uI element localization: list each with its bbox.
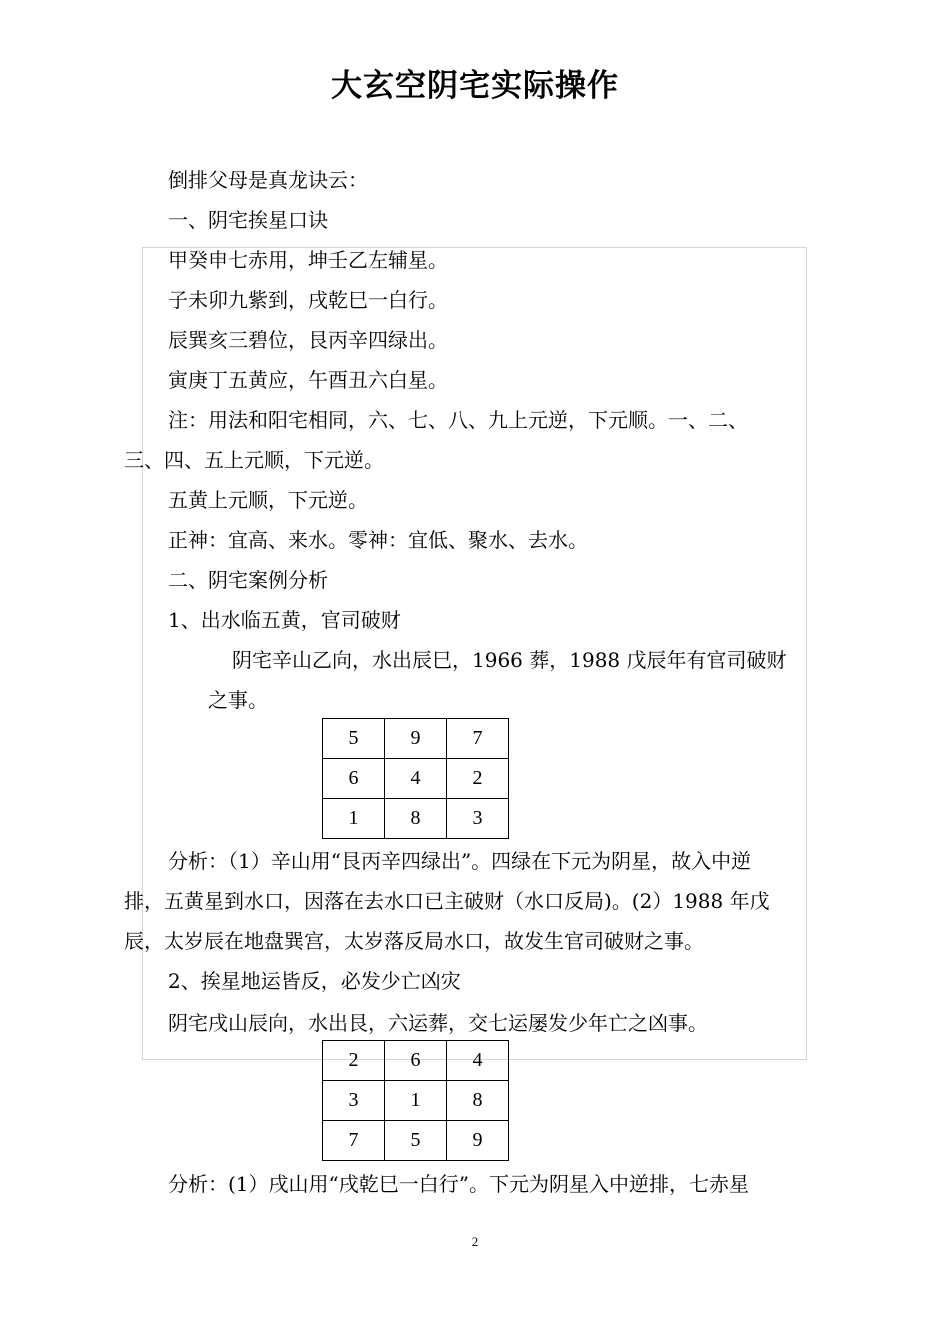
text-line: 倒排父母是真龙诀云： <box>168 168 368 192</box>
grid-cell: 5 <box>385 1121 447 1161</box>
grid-cell: 2 <box>447 759 509 799</box>
grid-cell: 8 <box>385 799 447 839</box>
text-line: 辰，太岁辰在地盘巽宫，太岁落反局水口，故发生官司破财之事。 <box>124 929 704 953</box>
grid-cell: 8 <box>447 1081 509 1121</box>
text-line: 阴宅辛山乙向，水出辰巳，1966 葬，1988 戊辰年有官司破财 <box>232 648 787 672</box>
star-grid-2 <box>322 1040 509 1161</box>
text-line: 甲癸申七赤用，坤壬乙左辅星。 <box>168 248 448 272</box>
star-grid-1 <box>322 718 509 839</box>
grid-cell: 9 <box>385 719 447 759</box>
text-line: 正神：宜高、来水。零神：宜低、聚水、去水。 <box>168 528 588 552</box>
text-line: 五黄上元顺，下元逆。 <box>168 488 368 512</box>
grid-cell: 5 <box>323 719 385 759</box>
text-line: 辰巽亥三碧位，艮丙辛四绿出。 <box>168 328 448 352</box>
text-line: 分析：(1）戌山用“戌乾巳一白行”。下元为阴星入中逆排，七赤星 <box>168 1172 749 1196</box>
text-line: 阴宅戌山辰向，水出艮，六运葬，交七运屡发少年亡之凶事。 <box>168 1011 708 1035</box>
text-line: 分析：（1）辛山用“艮丙辛四绿出”。四绿在下元为阴星，故入中逆 <box>168 849 752 873</box>
grid-cell: 6 <box>323 759 385 799</box>
section-heading: 一、阴宅挨星口诀 <box>168 208 328 232</box>
grid-cell: 7 <box>447 719 509 759</box>
grid-cell: 6 <box>385 1041 447 1081</box>
text-line: 三、四、五上元顺，下元逆。 <box>124 448 384 472</box>
grid-cell: 4 <box>447 1041 509 1081</box>
text-line: 子未卯九紫到，戌乾巳一白行。 <box>168 288 448 312</box>
grid-cell: 3 <box>323 1081 385 1121</box>
text-line: 排，五黄星到水口，因落在去水口已主破财（水口反局)。(2）1988 年戊 <box>124 889 770 913</box>
grid-cell: 1 <box>323 799 385 839</box>
text-line: 寅庚丁五黄应，午酉丑六白星。 <box>168 368 448 392</box>
case-heading: 2、挨星地运皆反，必发少亡凶灾 <box>168 969 461 993</box>
page-number: 2 <box>471 1234 479 1249</box>
grid-cell: 4 <box>385 759 447 799</box>
text-line: 注：用法和阳宅相同，六、七、八、九上元逆，下元顺。一、二、 <box>168 408 748 432</box>
grid-cell: 9 <box>447 1121 509 1161</box>
case-heading: 1、出水临五黄，官司破财 <box>168 608 401 632</box>
grid-cell: 1 <box>385 1081 447 1121</box>
section-heading: 二、阴宅案例分析 <box>168 568 328 592</box>
grid-cell: 2 <box>323 1041 385 1081</box>
grid-cell: 3 <box>447 799 509 839</box>
grid-cell: 7 <box>323 1121 385 1161</box>
text-line: 之事。 <box>208 688 268 712</box>
page-title: 大玄空阴宅实际操作 <box>331 68 619 104</box>
